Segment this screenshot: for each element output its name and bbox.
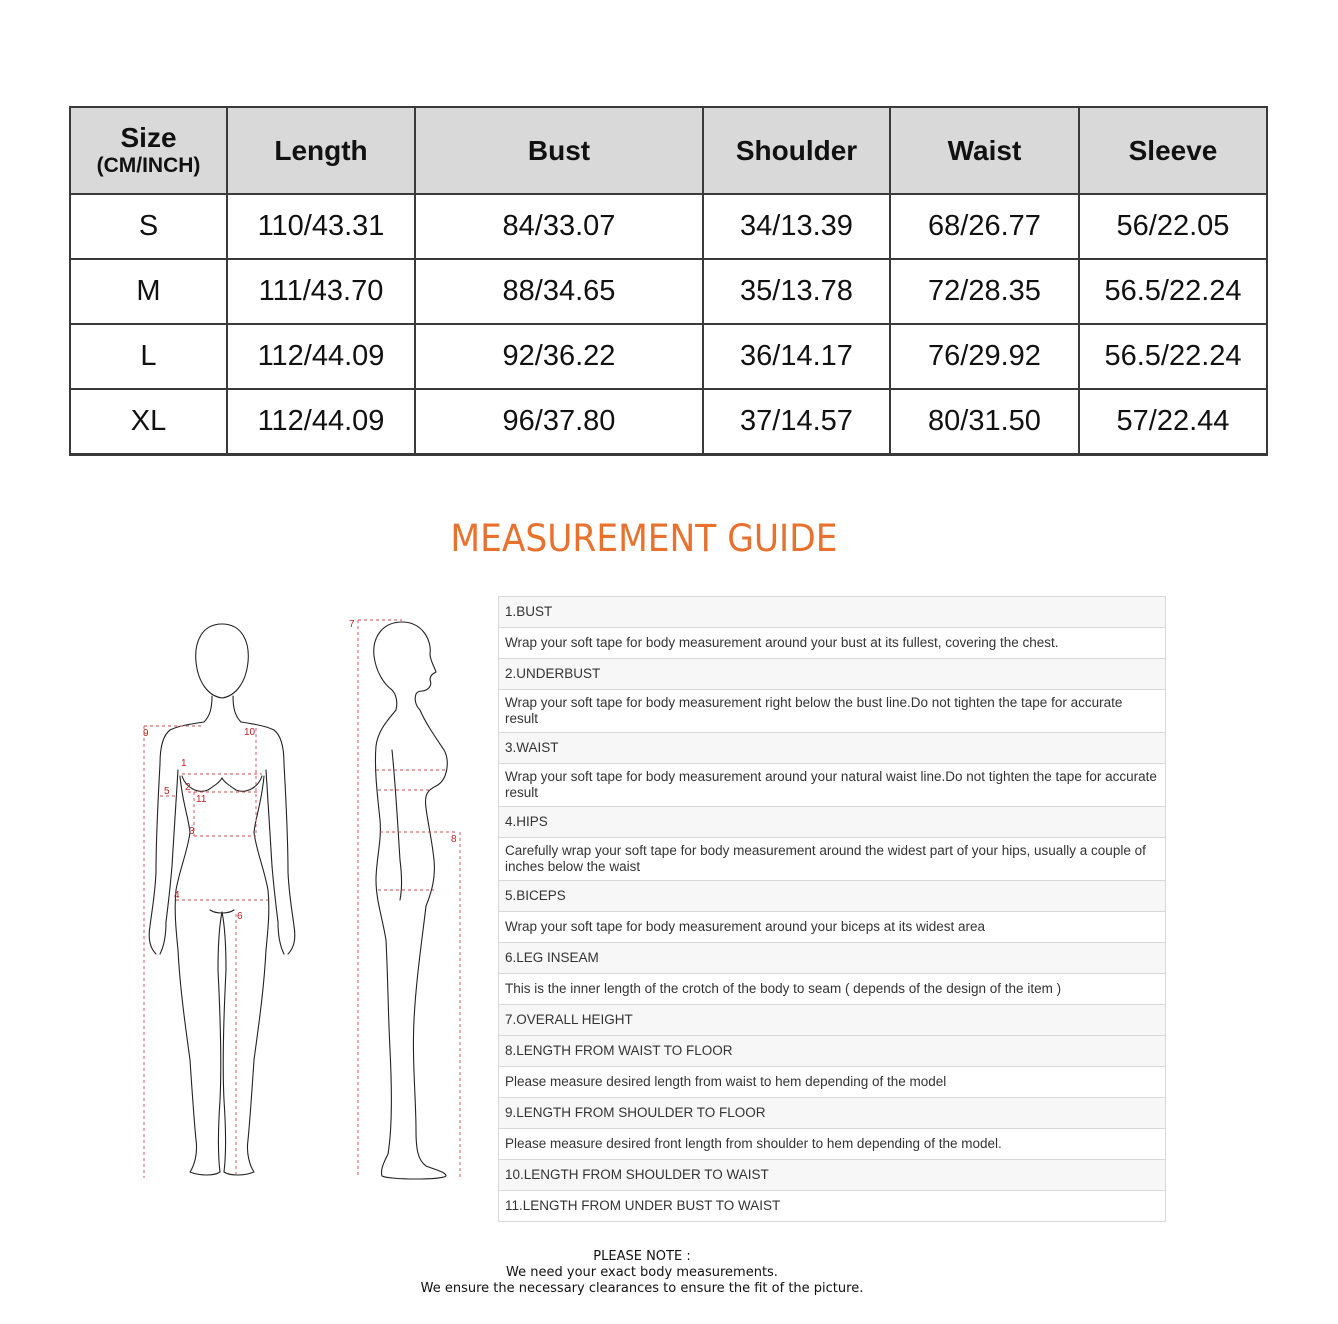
size-cell: L (70, 324, 227, 389)
marker-label-1: 1 (181, 758, 187, 769)
table-row (70, 389, 1267, 455)
list-item: 3.WAIST (499, 733, 1165, 764)
size-header-unit: (CM/INCH) (96, 153, 201, 177)
please-note (0, 1249, 1284, 1297)
list-item: Wrap your soft tape for body measurement around your natural waist line.Do not tighten the tape for accurate result (499, 764, 1165, 807)
body-figures-illustration (130, 610, 480, 1190)
marker-label-6: 6 (237, 911, 243, 922)
bust-cell: 96/37.80 (415, 389, 703, 455)
list-item: Wrap your soft tape for body measurement around your bust at its fullest, covering the chest. (499, 628, 1165, 659)
length-cell: 112/44.09 (227, 389, 415, 455)
sleeve-cell: 56.5/22.24 (1079, 324, 1267, 389)
note-line: We ensure the necessary clearances to ensure the fit of the picture. (420, 1281, 864, 1296)
bust-cell: 84/33.07 (415, 194, 703, 259)
size-chart-header-row (70, 107, 1267, 194)
marker-label-4: 4 (174, 890, 180, 901)
sleeve-cell: 56.5/22.24 (1079, 259, 1267, 324)
marker-label-8: 8 (451, 834, 457, 845)
table-row (70, 194, 1267, 259)
marker-label-11: 11 (196, 794, 207, 805)
size-cell: M (70, 259, 227, 324)
list-item: 9.LENGTH FROM SHOULDER TO FLOOR (499, 1098, 1165, 1129)
length-cell: 111/43.70 (227, 259, 415, 324)
size-cell: XL (70, 389, 227, 455)
bust-cell: 88/34.65 (415, 259, 703, 324)
side-body-figure (374, 622, 448, 1179)
shoulder-column-header: Shoulder (703, 107, 890, 194)
list-item: 10.LENGTH FROM SHOULDER TO WAIST (499, 1160, 1165, 1191)
measurement-instructions-list (498, 596, 1166, 1222)
list-item: 1.BUST (499, 597, 1165, 628)
shoulder-cell: 36/14.17 (703, 324, 890, 389)
note-line: We need your exact body measurements. (506, 1265, 778, 1280)
list-item: 5.BICEPS (499, 881, 1165, 912)
list-item: Wrap your soft tape for body measurement around your biceps at its widest area (499, 912, 1165, 943)
marker-label-7: 7 (349, 619, 355, 630)
marker-label-10: 10 (244, 727, 256, 738)
list-item: Please measure desired length from waist to hem depending of the model (499, 1067, 1165, 1098)
list-item: Carefully wrap your soft tape for body measurement around the widest part of your hips, usually a couple of inches below the waist (499, 838, 1165, 881)
list-item: 2.UNDERBUST (499, 659, 1165, 690)
marker-label-2: 2 (185, 782, 191, 793)
body-figure-drawing (130, 610, 480, 1190)
list-item: This is the inner length of the crotch of the body to seam ( depends of the design of the item ) (499, 974, 1165, 1005)
length-column-header: Length (227, 107, 415, 194)
waist-cell: 72/28.35 (890, 259, 1079, 324)
waist-column-header: Waist (890, 107, 1079, 194)
size-chart-table (69, 106, 1268, 456)
size-column-header (70, 107, 227, 194)
marker-label-9: 9 (143, 728, 149, 739)
list-item: 4.HIPS (499, 807, 1165, 838)
sleeve-cell: 57/22.44 (1079, 389, 1267, 455)
length-cell: 112/44.09 (227, 324, 415, 389)
sleeve-column-header: Sleeve (1079, 107, 1267, 194)
size-cell: S (70, 194, 227, 259)
list-item: 6.LEG INSEAM (499, 943, 1165, 974)
marker-label-3: 3 (189, 826, 195, 837)
note-heading: PLEASE NOTE : (593, 1249, 691, 1264)
length-cell: 110/43.31 (227, 194, 415, 259)
size-header-label: Size (120, 121, 177, 153)
list-item: 7.OVERALL HEIGHT (499, 1005, 1165, 1036)
table-row (70, 259, 1267, 324)
measurement-guide-title: MEASUREMENT GUIDE (450, 517, 838, 560)
bust-cell: 92/36.22 (415, 324, 703, 389)
marker-label-5: 5 (164, 786, 170, 797)
sleeve-cell: 56/22.05 (1079, 194, 1267, 259)
list-item: Wrap your soft tape for body measurement right below the bust line.Do not tighten the tape for accurate result (499, 690, 1165, 733)
waist-cell: 68/26.77 (890, 194, 1079, 259)
list-item: Please measure desired front length from shoulder to hem depending of the model. (499, 1129, 1165, 1160)
shoulder-cell: 35/13.78 (703, 259, 890, 324)
front-body-figure (149, 624, 295, 1175)
waist-cell: 76/29.92 (890, 324, 1079, 389)
list-item: 8.LENGTH FROM WAIST TO FLOOR (499, 1036, 1165, 1067)
bust-column-header: Bust (415, 107, 703, 194)
shoulder-cell: 34/13.39 (703, 194, 890, 259)
table-row (70, 324, 1267, 389)
list-item: 11.LENGTH FROM UNDER BUST TO WAIST (499, 1191, 1165, 1221)
waist-cell: 80/31.50 (890, 389, 1079, 455)
shoulder-cell: 37/14.57 (703, 389, 890, 455)
